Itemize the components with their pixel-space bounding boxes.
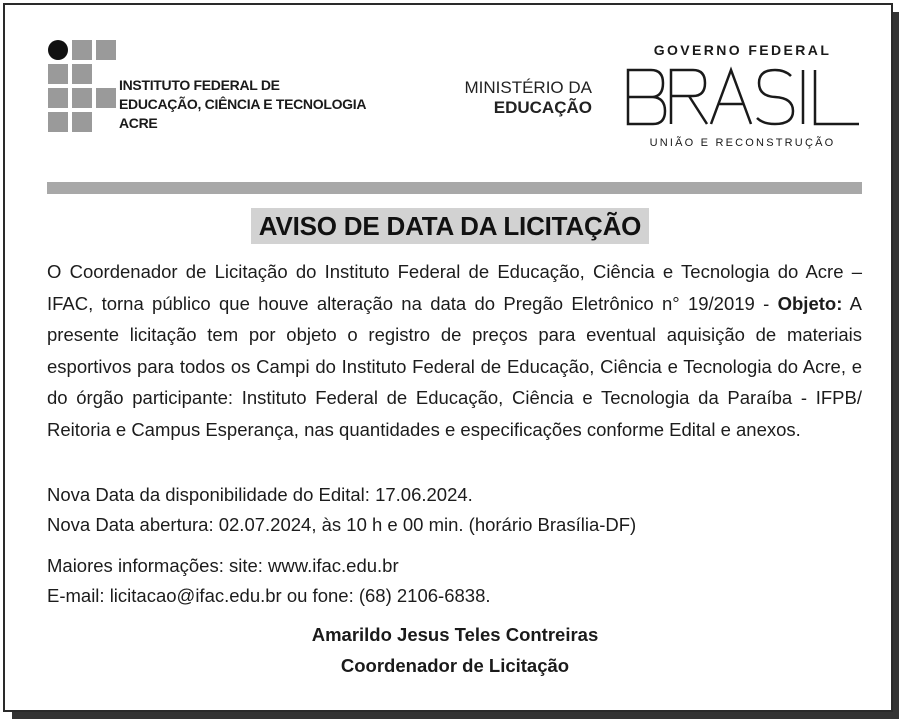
date-abertura: Nova Data abertura: 02.07.2024, às 10 h e 00 min. (horário Brasília-DF) bbox=[47, 514, 637, 535]
ifac-logo-mark bbox=[48, 40, 116, 132]
notice-body bbox=[47, 256, 862, 445]
title-container bbox=[0, 208, 900, 244]
ministerio-line-2: EDUCAÇÃO bbox=[493, 98, 592, 117]
notice-title: AVISO DE DATA DA LICITAÇÃO bbox=[251, 208, 649, 244]
objeto-text: A presente licitação tem por objeto o registro de preços para eventual aquisição de materiais esportivos para todos os Campi do Instituto Federal de Educação, Ciência e Tecnologia do Acre, e do órgão participante: Instituto Federal de Educação, Ciência e Tecnologia da Paraíba - IFPB/ Reitoria e Campus Esperança, nas quantidades e especificações conforme Edital e anexos. bbox=[47, 292, 862, 440]
brasil-logo bbox=[625, 66, 863, 128]
contact-email: E-mail: licitacao@ifac.edu.br ou fone: (68) 2106-6838. bbox=[47, 585, 491, 606]
uniao-reconstrucao-label: UNIÃO E RECONSTRUÇÃO bbox=[649, 137, 836, 149]
header-divider-bar bbox=[47, 182, 862, 194]
ifac-line-1: INSTITUTO FEDERAL DE bbox=[119, 77, 280, 93]
signature-name: Amarildo Jesus Teles Contreiras bbox=[311, 624, 599, 645]
ifac-logo-text bbox=[119, 76, 366, 133]
governo-federal-label: GOVERNO FEDERAL bbox=[653, 42, 832, 58]
ifac-line-2: EDUCAÇÃO, CIÊNCIA E TECNOLOGIA bbox=[119, 96, 367, 112]
ifac-logo-circle bbox=[48, 40, 68, 60]
objeto-label: Objeto: bbox=[777, 292, 843, 314]
date-edital: Nova Data da disponibilidade do Edital: 17.06.2024. bbox=[47, 484, 473, 505]
ifac-line-3: ACRE bbox=[119, 115, 158, 131]
ministerio-logo bbox=[440, 78, 592, 118]
contact-site: Maiores informações: site: www.ifac.edu.br bbox=[47, 555, 399, 576]
signature-role: Coordenador de Licitação bbox=[340, 655, 570, 676]
ministerio-line-1: MINISTÉRIO DA bbox=[464, 78, 592, 97]
body-intro: O Coordenador de Licitação do Instituto Federal de Educação, Ciência e Tecnologia do Acre – IFAC, torna público que houve alteração na data do Pregão Eletrônico n° 19/2019 - bbox=[47, 261, 862, 314]
